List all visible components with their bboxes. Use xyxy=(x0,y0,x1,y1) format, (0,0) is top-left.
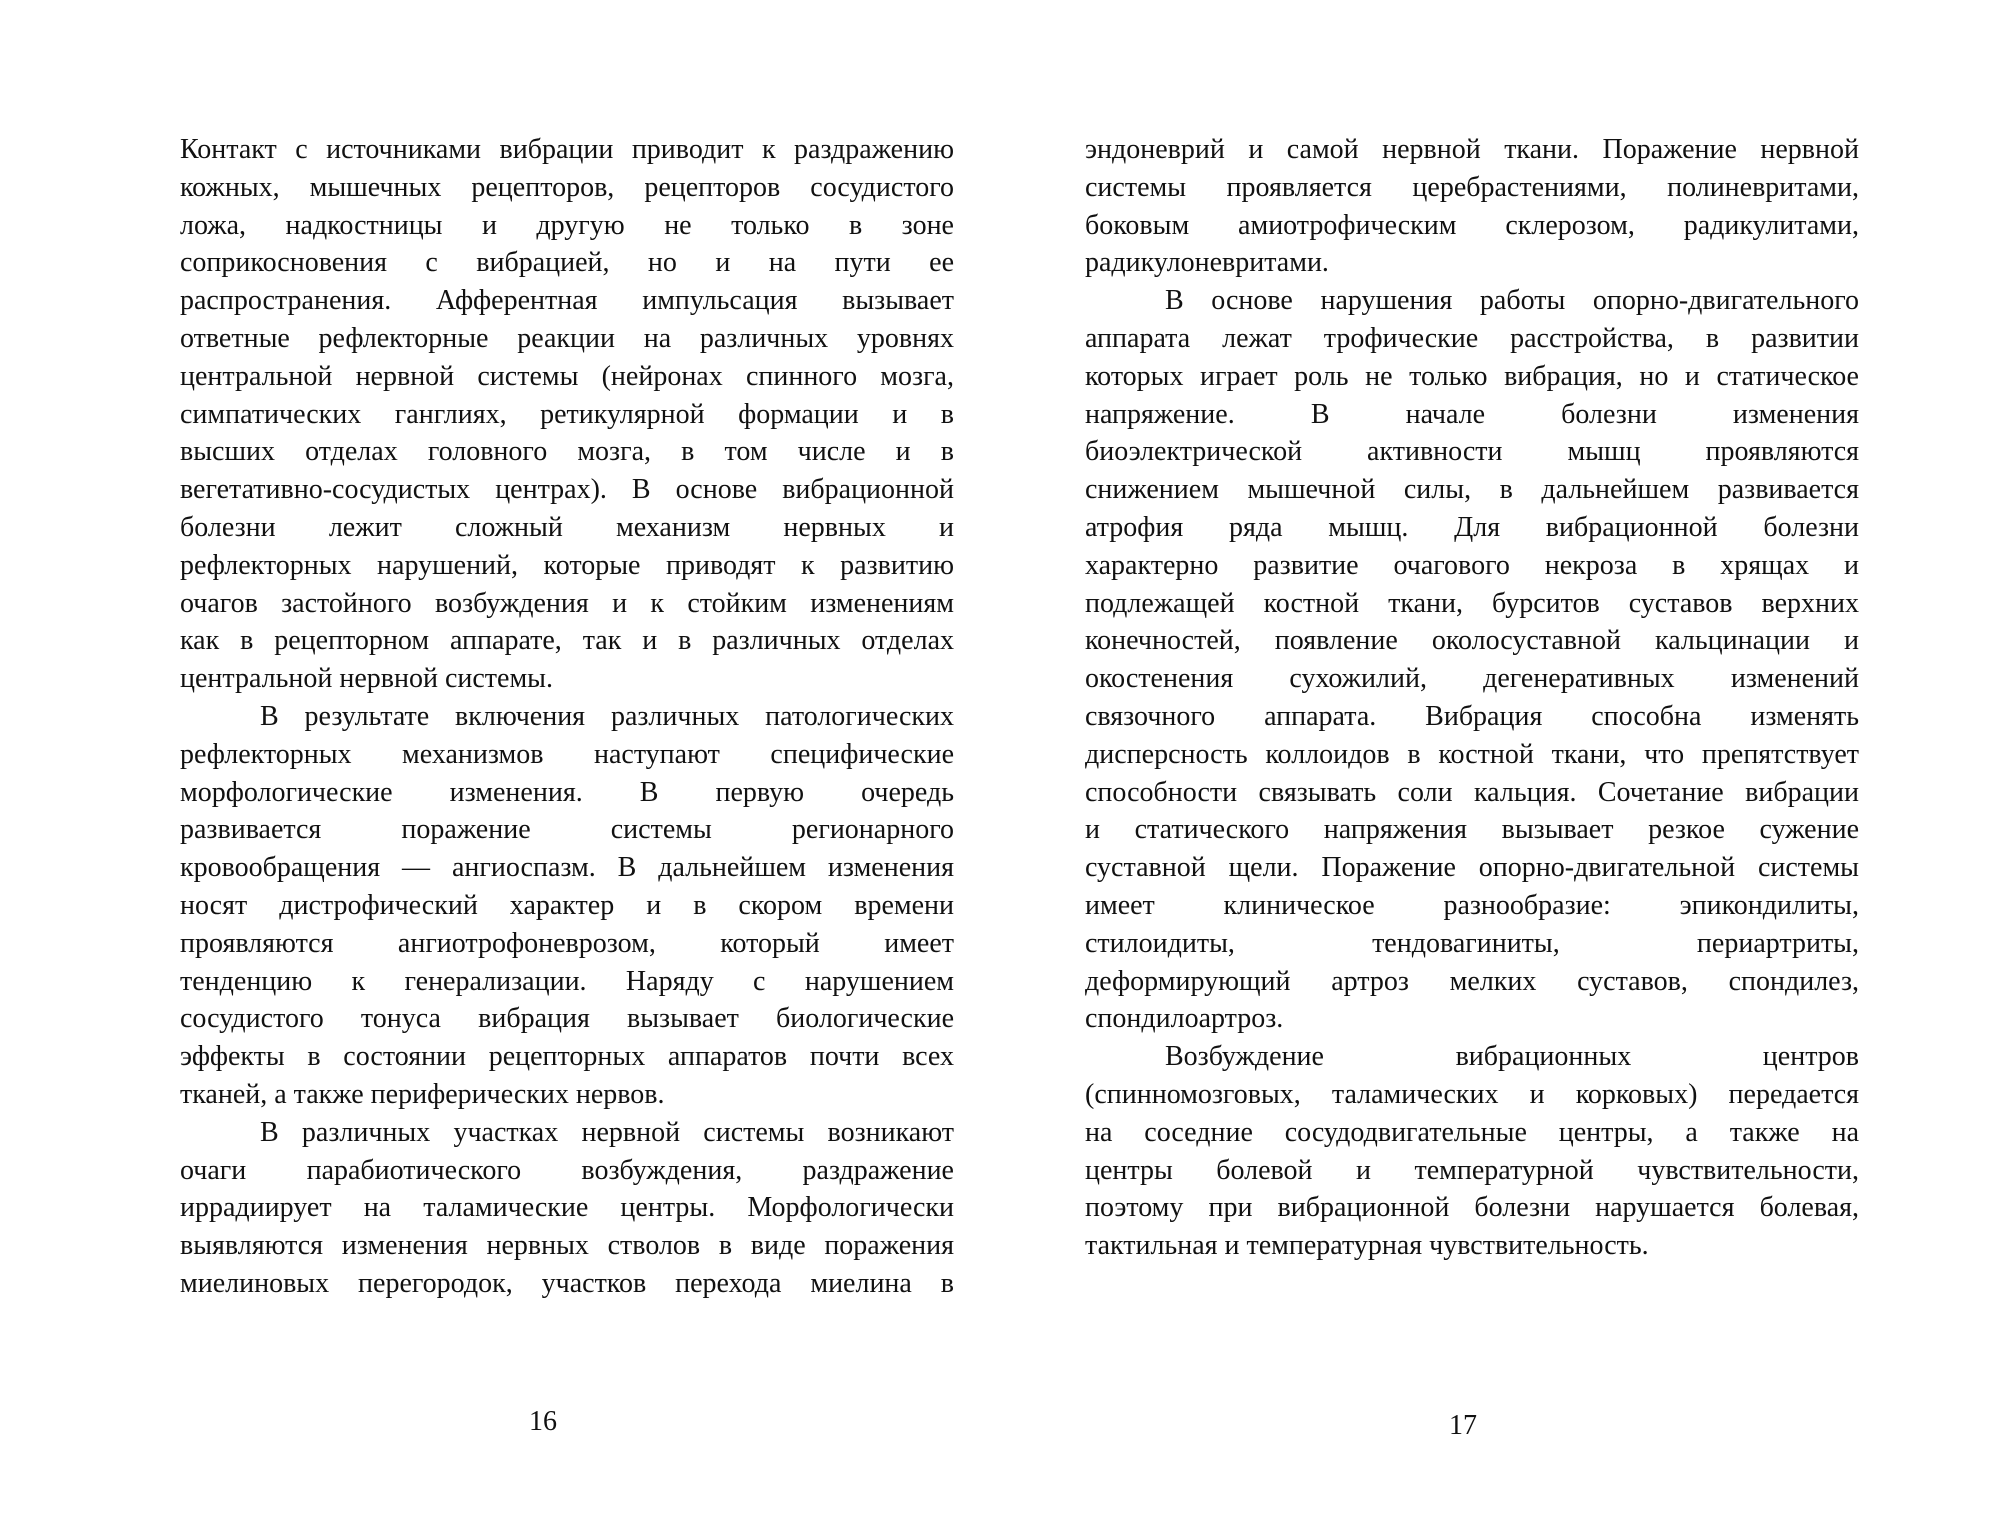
text-line: очаги парабиотического возбуждения, раздражение xyxy=(180,1154,954,1186)
text-line: центральной нервной системы (нейронах спинного мозга, xyxy=(180,360,954,392)
text-line: выявляются изменения нервных стволов в виде поражения xyxy=(180,1230,954,1262)
text-line: дисперсность коллоидов в костной ткани, что препятствует xyxy=(1085,738,1859,770)
text-line: распространения. Афферентная импульсация вызывает xyxy=(180,285,954,317)
text-line: ложа, надкостницы и другую не только в зоне xyxy=(180,209,954,241)
text-line: тактильная и температурная чувствительность. xyxy=(1085,1230,1649,1262)
text-line: развивается поражение системы регионарного xyxy=(180,814,954,846)
text-line: сосудистого тонуса вибрация вызывает биологические xyxy=(180,1003,954,1035)
text-line: вегетативно-сосудистых центрах). В основе вибрационной xyxy=(180,474,954,506)
text-line: стилоидиты, тендовагиниты, периартриты, xyxy=(1085,927,1859,959)
text-line: морфологические изменения. В первую очередь xyxy=(180,776,954,808)
text-line: миелиновых перегородок, участков перехода миелина в xyxy=(180,1267,954,1299)
right-page-text xyxy=(1085,131,1859,1265)
right-page xyxy=(1000,0,2000,1518)
text-line: симпатических ганглиях, ретикулярной формации и в xyxy=(180,398,954,430)
text-line: кровообращения — ангиоспазм. В дальнейшем изменения xyxy=(180,852,954,884)
text-line: центры болевой и температурной чувствительности, xyxy=(1085,1154,1859,1186)
text-line: высших отделах головного мозга, в том числе и в xyxy=(180,436,954,468)
text-line: иррадиирует на таламические центры. Морфологически xyxy=(180,1192,954,1224)
text-line: радикулоневритами. xyxy=(1085,247,1329,279)
text-line: боковым амиотрофическим склерозом, радикулитами, xyxy=(1085,209,1859,241)
text-line: эндоневрий и самой нервной ткани. Поражение нервной xyxy=(1085,134,1859,165)
text-line: снижением мышечной силы, в дальнейшем развивается xyxy=(1085,474,1859,506)
text-line: В результате включения различных патологических xyxy=(260,700,954,732)
text-line: (спинномозговых, таламических и корковых) передается xyxy=(1085,1078,1859,1110)
text-line: биоэлектрической активности мышц проявляются xyxy=(1085,436,1859,468)
text-line: тенденцию к генерализации. Наряду с нарушением xyxy=(180,965,954,997)
text-line: спондилоартроз. xyxy=(1085,1003,1284,1035)
text-line: системы проявляется церебрастениями, полиневритами, xyxy=(1085,171,1859,203)
text-line: имеет клиническое разнообразие: эпикондилиты, xyxy=(1085,889,1859,921)
left-page-text xyxy=(180,131,954,1303)
text-line: проявляются ангиотрофоневрозом, который имеет xyxy=(180,927,954,959)
text-line: атрофия ряда мышц. Для вибрационной болезни xyxy=(1085,511,1859,543)
text-line: центральной нервной системы. xyxy=(180,663,553,695)
text-line: характерно развитие очагового некроза в хрящах и xyxy=(1085,549,1859,581)
text-line: носят дистрофический характер и в скором времени xyxy=(180,889,954,921)
text-line: рефлекторных нарушений, которые приводят к развитию xyxy=(180,549,954,581)
text-line: рефлекторных механизмов наступают специфические xyxy=(180,738,954,770)
text-line: В различных участках нервной системы возникают xyxy=(260,1116,954,1148)
text-line: суставной щели. Поражение опорно-двигательной системы xyxy=(1085,852,1859,884)
text-line: эффекты в состоянии рецепторных аппаратов почти всех xyxy=(180,1041,954,1073)
page-number: 17 xyxy=(1449,1410,1477,1441)
text-line: деформирующий артроз мелких суставов, спондилез, xyxy=(1085,965,1859,997)
text-line: на соседние сосудодвигательные центры, а также на xyxy=(1085,1116,1859,1148)
text-line: тканей, а также периферических нервов. xyxy=(180,1078,665,1110)
text-line: аппарата лежат трофические расстройства, в развитии xyxy=(1085,322,1859,354)
text-line: способности связывать соли кальция. Сочетание вибрации xyxy=(1085,776,1859,808)
text-line: В основе нарушения работы опорно-двигательного xyxy=(1165,285,1859,317)
text-line: поэтому при вибрационной болезни нарушается болевая, xyxy=(1085,1192,1859,1224)
text-line: соприкосновения с вибрацией, но и на пути ее xyxy=(180,247,954,279)
text-line: как в рецепторном аппарате, так и в различных отделах xyxy=(180,625,954,657)
text-line: конечностей, появление околосуставной кальцинации и xyxy=(1085,625,1859,657)
text-line: связочного аппарата. Вибрация способна изменять xyxy=(1085,700,1859,732)
page-number: 16 xyxy=(529,1406,557,1437)
text-line: окостенения сухожилий, дегенеративных изменений xyxy=(1085,663,1859,695)
text-line: которых играет роль не только вибрация, но и статическое xyxy=(1085,360,1859,392)
text-line: подлежащей костной ткани, бурситов суставов верхних xyxy=(1085,587,1859,619)
text-line: кожных, мышечных рецепторов, рецепторов сосудистого xyxy=(180,171,954,203)
text-line: очагов застойного возбуждения и к стойким изменениям xyxy=(180,587,954,619)
text-line: Возбуждение вибрационных центров xyxy=(1165,1041,1859,1073)
text-line: и статического напряжения вызывает резкое сужение xyxy=(1085,814,1859,846)
text-line: напряжение. В начале болезни изменения xyxy=(1085,398,1859,430)
text-line: ответные рефлекторные реакции на различных уровнях xyxy=(180,322,954,354)
text-line: болезни лежит сложный механизм нервных и xyxy=(180,511,954,543)
text-line: Контакт с источниками вибрации приводит к раздражению xyxy=(180,134,954,165)
